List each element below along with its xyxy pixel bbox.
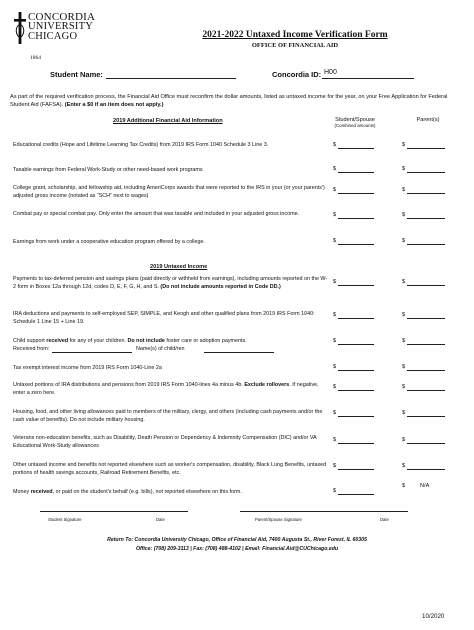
amount-slot: $ — [402, 463, 406, 469]
children-names-label: Name(s) of child/ren — [136, 346, 185, 352]
list-item: College grant, scholarship, and fellowship aid, including AmeriCorps awards that were reported to the IRS in your (or your parents') adjusted gross income (notated as “SCH” next to wages) — [13, 185, 325, 199]
amount-slot: $ — [333, 312, 337, 318]
intro-paragraph — [10, 93, 466, 109]
form-subtitle: OFFICE OF FINANCIAL AID — [251, 42, 339, 49]
amount-slot: $ — [333, 187, 337, 193]
logo-line-university: UNIVERSITY — [28, 21, 93, 32]
amount-field[interactable] — [407, 416, 445, 417]
amount-slot: $ — [402, 364, 406, 370]
received-from-field[interactable] — [52, 352, 132, 353]
amount-field[interactable] — [338, 370, 374, 371]
student-signature-label: Student Signature — [48, 517, 82, 522]
date-label: Date — [156, 517, 165, 522]
student-column-label: Student/Spouse — [335, 117, 375, 123]
amount-field[interactable] — [338, 318, 374, 319]
list-item: Taxable earnings from Federal Work-Study or other need-based work programs — [13, 167, 203, 173]
list-item: Combat pay or special combat pay. Only enter the amount that was taxable and included in your adjusted gross income. — [13, 211, 300, 217]
amount-slot: $ — [333, 212, 337, 218]
section1-title: 2019 Additional Financial Aid Information — [113, 118, 223, 124]
form-title: 2021-2022 Untaxed Income Verification Form — [202, 30, 388, 40]
cross-icon — [14, 12, 26, 44]
return-line: Return To: Concordia University Chicago, Office of Financial Aid, 7400 Augusta St., River Forest, IL 60305 — [107, 537, 367, 543]
amount-field[interactable] — [407, 218, 445, 219]
amount-slot: $ — [333, 364, 337, 370]
amount-field[interactable] — [407, 318, 445, 319]
list-item: Housing, food, and other living allowances paid to members of the military, clergy, and others (including cash payments and/or the cash value of benefits). Do not include military housing. — [13, 409, 323, 423]
amount-slot: $ — [402, 142, 406, 148]
amount-field[interactable] — [338, 443, 374, 444]
date-label: Date — [380, 517, 389, 522]
amount-field[interactable] — [338, 193, 374, 194]
student-signature-field[interactable] — [40, 511, 188, 512]
list-item: Payments to tax-deferred pension and savings plans (paid directly or withheld from earnings), including amounts reported on the W-2 form in Boxes 12a through 12d, codes D, E, F, G, H, and S. (Do not include amounts reported in Code DD.) — [13, 276, 328, 290]
parent-signature-field[interactable] — [240, 511, 408, 512]
amount-slot: $ — [402, 166, 406, 172]
amount-slot: $ — [333, 166, 337, 172]
amount-field[interactable] — [338, 285, 374, 286]
amount-slot: $ — [333, 488, 337, 494]
amount-field[interactable] — [407, 443, 445, 444]
amount-slot: $ — [402, 238, 406, 244]
amount-slot: $ — [333, 238, 337, 244]
intro-text: As part of the required verification process, the Financial Aid Office must reconfirm the dollar amounts, listed as untaxed income for the year, on your Free Application for Federal Student Aid (FAFSA). — [10, 94, 448, 108]
amount-slot: $ — [333, 338, 337, 344]
list-item: Child support received for any of your children. Do not include foster care or adoption payments. — [13, 338, 247, 344]
amount-slot: $ — [402, 187, 406, 193]
amount-slot: $ — [333, 463, 337, 469]
university-logo — [14, 12, 126, 64]
return-address — [40, 536, 434, 554]
student-column-sub: (Combined amounts) — [334, 123, 376, 128]
logo-year: 1864 — [30, 55, 41, 61]
amount-slot: $ — [402, 338, 406, 344]
form-version: 10/2020 — [422, 613, 445, 620]
amount-field[interactable] — [407, 172, 445, 173]
amount-slot: $ — [333, 279, 337, 285]
list-item: Other untaxed income and benefits not reported elsewhere such as worker's compensation, disability, Black Lung Benefits, untaxed portions of health savings accounts, Railroad Retirement Benefits, etc. — [13, 462, 327, 476]
parent-column-header: Parent(s) — [416, 117, 440, 123]
amount-field[interactable] — [338, 218, 374, 219]
amount-field[interactable] — [338, 494, 374, 495]
contact-line: Office: (708) 209-3113 | Fax: (708) 488-4102 | Email: Financial.Aid@CUChicago.edu — [135, 546, 339, 552]
amount-slot: $ — [402, 279, 406, 285]
list-item: Educational credits (Hope and Lifetime Learning Tax Credits) from 2019 IRS Form 1040 Schedule 3 Line 3. — [13, 142, 269, 148]
amount-slot: $ — [333, 384, 337, 390]
concordia-id-field[interactable] — [322, 78, 414, 79]
student-column-header — [310, 117, 400, 129]
amount-field[interactable] — [338, 416, 374, 417]
parent-signature-label: Parent/Spouse Signature — [255, 517, 302, 522]
amount-slot: $ — [333, 410, 337, 416]
amount-field[interactable] — [407, 148, 445, 149]
amount-field[interactable] — [407, 370, 445, 371]
na-label: N/A — [420, 483, 430, 489]
children-names-field[interactable] — [204, 352, 274, 353]
amount-field[interactable] — [407, 285, 445, 286]
list-item: Veterans non-education benefits, such as Disability, Death Pension or Dependency & Indemnity Compensation (DIC) and/or VA Educational Work-Study allowances — [13, 435, 317, 449]
logo-line-chicago: CHICAGO — [28, 31, 78, 42]
amount-field[interactable] — [407, 344, 445, 345]
amount-slot: $ — [402, 312, 406, 318]
concordia-id-value: H00 — [324, 69, 337, 76]
logo-line-concordia: CONCORDIA — [28, 11, 96, 23]
amount-slot: $ — [402, 483, 406, 489]
student-name-field[interactable] — [106, 78, 236, 79]
intro-bold: (Enter a $0 if an item does not apply.) — [64, 102, 164, 108]
amount-field[interactable] — [338, 244, 374, 245]
amount-field[interactable] — [407, 390, 445, 391]
amount-field[interactable] — [338, 344, 374, 345]
amount-slot: $ — [333, 142, 337, 148]
amount-field[interactable] — [407, 469, 445, 470]
amount-slot: $ — [402, 384, 406, 390]
amount-slot: $ — [402, 437, 406, 443]
amount-slot: $ — [402, 410, 406, 416]
section2-title: 2019 Untaxed Income — [150, 264, 208, 270]
amount-slot: $ — [402, 212, 406, 218]
amount-field[interactable] — [407, 244, 445, 245]
received-from-label: Received from: — [13, 346, 50, 352]
list-item: Earnings from work under a cooperative education program offered by a college. — [13, 239, 205, 245]
concordia-id-label: Concordia ID: — [272, 70, 322, 79]
amount-field[interactable] — [338, 469, 374, 470]
list-item: IRA deductions and payments to self-employed SEP, SIMPLE, and Keogh and other qualified plans from 2019 IRS Form 1040: Schedule 1 Line 15 + Line 19. — [13, 311, 315, 325]
student-name-label: Student Name: — [50, 70, 103, 79]
list-item: Tax exempt interest income from 2019 IRS Form 1040-Line 2a — [13, 365, 162, 371]
amount-field[interactable] — [407, 193, 445, 194]
amount-field[interactable] — [338, 172, 374, 173]
list-item: Untaxed portions of IRA distributions and pensions from 2019 IRS Form 1040-lines 4a minus 4b. Exclude rollovers. If negative, enter a zero here. — [13, 382, 319, 396]
amount-field[interactable] — [338, 390, 374, 391]
amount-slot: $ — [333, 437, 337, 443]
amount-field[interactable] — [338, 148, 374, 149]
list-item: Money received, or paid on the student's behalf (e.g. bills), not reported elsewhere on this form. — [13, 489, 242, 495]
